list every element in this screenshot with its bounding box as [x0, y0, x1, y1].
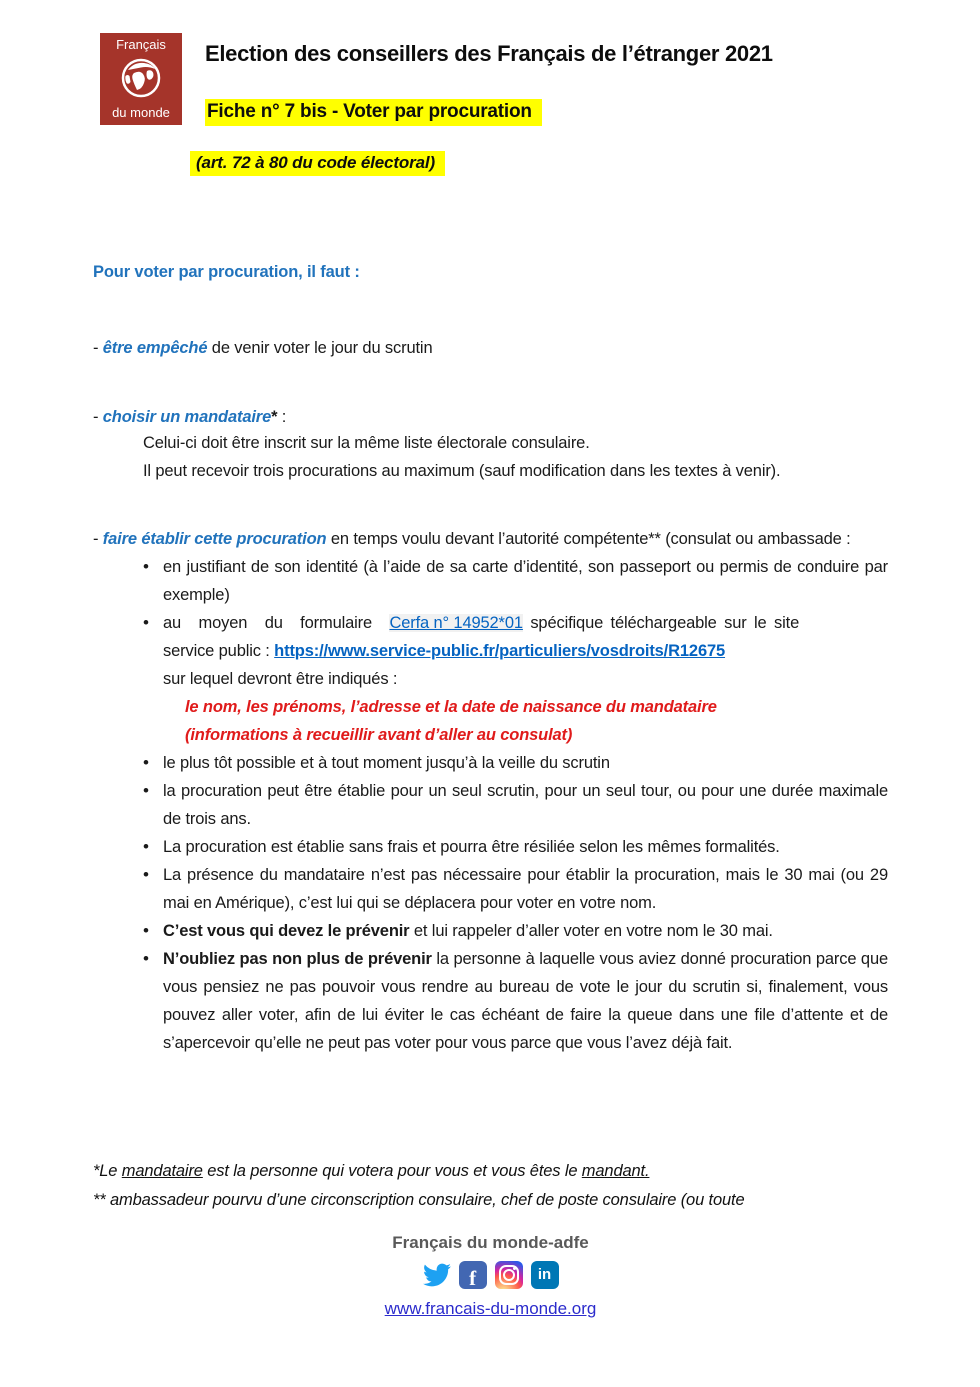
condition-faire-etablir: [93, 525, 888, 553]
condition-lead: être empêché: [102, 339, 208, 357]
list-item-prevenir: [141, 917, 888, 945]
bullet-bold-text: N’oubliez pas non plus de prévenir: [163, 950, 432, 968]
list-item: • La présence du mandataire n’est pas nécessaire pour établir la procuration, mais le 30 mai (ou 29 mai en Amérique), c’est lui qui se déplacera pour voter en votre nom.: [141, 861, 888, 917]
linkedin-glyph: in: [537, 1266, 552, 1283]
condition-lead: choisir un mandataire: [102, 408, 272, 426]
footnote-ambassadeur: ** ambassadeur pourvu d’une circonscription consulaire, chef de poste consulaire (ou toute: [93, 1191, 745, 1209]
dash: -: [93, 530, 103, 548]
bullet-bold-text: C’est vous qui devez le prévenir: [163, 922, 410, 940]
linkedin-icon[interactable]: [531, 1261, 559, 1289]
bullet-text: service public :: [163, 642, 275, 660]
logo-text-top: Français: [116, 37, 166, 52]
service-public-url-link[interactable]: https://www.service-public.fr/particuliers/vosdroits/R12675: [274, 642, 726, 660]
condition-subline: Il peut recevoir trois procurations au maximum (sauf modification dans les textes à venir).: [143, 462, 781, 480]
red-line: (informations à recueillir avant d’aller au consulat): [185, 726, 573, 744]
condition-subline: Celui-ci doit être inscrit sur la même liste électorale consulaire.: [143, 434, 590, 452]
procuration-bullet-list: [93, 553, 888, 1057]
condition-rest: de venir voter le jour du scrutin: [207, 339, 433, 357]
website-link[interactable]: www.francais-du-monde.org: [384, 1299, 597, 1318]
footnote-mandataire: [93, 1157, 888, 1186]
condition-choisir-mandataire: [93, 405, 888, 429]
footnote-term-underlined: mandataire: [121, 1162, 203, 1180]
bullet-text: la personne à laquelle vous aviez donné procuration parce que vous pensiez ne pas pouvoir vous rendre au bureau de vote le jour du scrutin si, finalement, vous pouvez aller voter, afin de lui éviter le cas échéant de faire la queue dans une file d’attente et de s’apercevoir qu’elle ne peut pas voter pour vous parce que vous l’avez déjà fait.: [163, 950, 889, 1052]
footnotes: [93, 1157, 888, 1215]
footnote-term-underlined: mandant.: [581, 1162, 650, 1180]
facebook-glyph: f: [469, 1266, 476, 1289]
list-item-formulaire: [141, 609, 888, 749]
red-line: le nom, les prénoms, l’adresse et la date de naissance du mandataire: [185, 698, 717, 716]
logo-francais-du-monde: [100, 33, 182, 125]
article-reference-highlight: (art. 72 à 80 du code électoral): [190, 151, 445, 176]
bullet-text: et lui rappeler d’aller voter en votre nom le 30 mai.: [409, 922, 773, 940]
condition-lead: faire établir cette procuration: [102, 530, 327, 548]
bullet-text: au moyen du formulaire: [163, 614, 390, 632]
asterisk: *: [271, 408, 278, 426]
globe-icon: [119, 55, 163, 104]
footnote-text: est la personne qui votera pour vous et vous êtes le: [202, 1162, 582, 1180]
condition-rest: en temps voulu devant l’autorité compétente** (consulat ou ambassade :: [326, 530, 851, 548]
list-item: • la procuration peut être établie pour un seul scrutin, pour un seul tour, ou pour une durée maximale de trois ans.: [141, 777, 888, 833]
list-item: • La procuration est établie sans frais et pourra être résiliée selon les mêmes formalités.: [141, 833, 888, 861]
list-item: • le plus tôt possible et à tout moment jusqu’à la veille du scrutin: [141, 749, 888, 777]
list-item: • en justifiant de son identité (à l’aide de sa carte d’identité, son passeport ou permis de conduire par exemple): [141, 553, 888, 609]
required-info-red-text: [185, 693, 888, 749]
instagram-flash-dot: [513, 1267, 516, 1270]
body-column: [93, 260, 888, 1323]
condition-colon: :: [277, 408, 287, 426]
list-item-noubliez-pas: [141, 945, 888, 1057]
fiche-subtitle-highlight: Fiche n° 7 bis - Voter par procuration: [205, 99, 542, 126]
logo-text-bottom: du monde: [112, 105, 170, 120]
instagram-icon[interactable]: [495, 1261, 523, 1289]
bullet-text: spécifique téléchargeable sur le site: [522, 614, 800, 632]
footer: [93, 1229, 888, 1323]
dash: -: [93, 408, 103, 426]
dash: -: [93, 339, 103, 357]
document-title: Election des conseillers des Français de l’étranger 2021: [205, 41, 773, 66]
footer-brand-name: Français du monde-adfe: [392, 1233, 589, 1252]
condition-etre-empeche: [93, 336, 888, 360]
social-icons-row: [93, 1260, 888, 1290]
intro-heading: Pour voter par procuration, il faut :: [93, 263, 360, 281]
bullet-text: sur lequel devront être indiqués :: [163, 670, 398, 688]
header: [0, 0, 980, 190]
footnote-text: *Le: [93, 1162, 122, 1180]
twitter-icon[interactable]: [423, 1261, 451, 1289]
cerfa-form-link[interactable]: Cerfa n° 14952*01: [389, 614, 523, 632]
facebook-icon[interactable]: [459, 1261, 487, 1289]
